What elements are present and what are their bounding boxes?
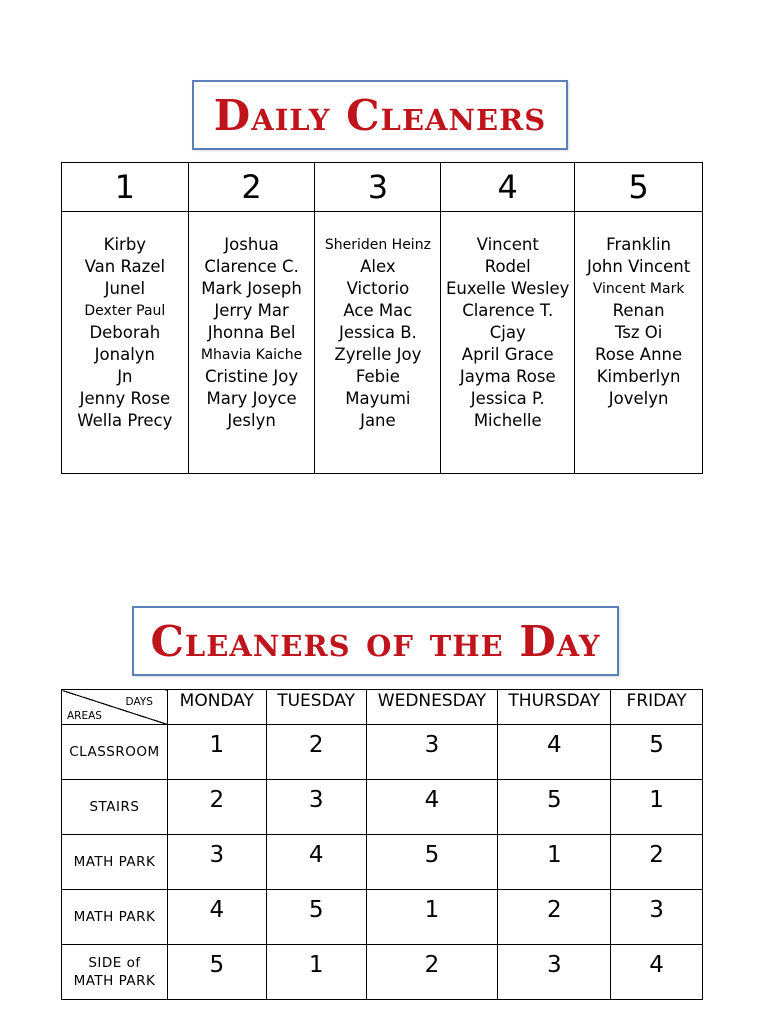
member-name: Cjay <box>489 323 526 342</box>
group-cell: 3 <box>266 780 366 835</box>
group-cell: 1 <box>498 835 611 890</box>
group-cell: 2 <box>498 890 611 945</box>
member-name: Euxelle Wesley <box>446 279 570 298</box>
day-header-thursday: THURSDAY <box>498 690 611 725</box>
member-name: Kimberlyn <box>596 367 681 386</box>
group-number: 5 <box>575 163 703 212</box>
group-cell: 1 <box>611 780 703 835</box>
group-cell: 5 <box>366 835 498 890</box>
group-cell: 4 <box>366 780 498 835</box>
member-name: Michelle <box>473 411 542 430</box>
member-name: Jessica P. <box>470 389 545 408</box>
member-name: Rodel <box>484 257 531 276</box>
member-name: Jerry Mar <box>214 301 289 320</box>
member-name: Jane <box>360 411 396 430</box>
table-row <box>62 890 703 945</box>
group-members-3 <box>315 212 441 474</box>
group-members-2 <box>188 212 315 474</box>
group-members-1 <box>62 212 189 474</box>
day-header-wednesday: WEDNESDAY <box>366 690 498 725</box>
group-number: 2 <box>188 163 315 212</box>
group-cell: 5 <box>167 945 266 1000</box>
member-name: Clarence C. <box>204 257 299 276</box>
member-name: Alex <box>360 257 396 276</box>
group-cell: 2 <box>366 945 498 1000</box>
corner-areas-label: AREAS <box>67 710 102 722</box>
member-name: Mhavia Kaiche <box>200 347 303 363</box>
group-cell: 3 <box>366 725 498 780</box>
daily-cleaners-table <box>61 162 703 474</box>
group-members-4 <box>441 212 575 474</box>
group-number: 3 <box>315 163 441 212</box>
daily-cleaners-title: Daily Cleaners <box>192 80 568 150</box>
member-name: Jayma Rose <box>459 367 556 386</box>
member-name: Vincent <box>476 235 539 254</box>
member-name: Vincent Mark <box>592 281 685 297</box>
group-number: 1 <box>62 163 189 212</box>
member-name: Sheriden Heinz <box>324 237 431 253</box>
member-name: Jessica B. <box>338 323 417 342</box>
member-name: Wella Precy <box>77 411 173 430</box>
table-row <box>62 725 703 780</box>
member-name: Mark Joseph <box>201 279 302 298</box>
member-name: Cristine Joy <box>205 367 299 386</box>
member-name: Junel <box>104 279 146 298</box>
area-label: MATH PARK <box>62 835 168 890</box>
member-name: Mary Joyce <box>206 389 297 408</box>
group-cell: 5 <box>611 725 703 780</box>
member-name: Kirby <box>103 235 147 254</box>
group-cell: 4 <box>498 725 611 780</box>
area-label: CLASSROOM <box>62 725 168 780</box>
table-row <box>62 945 703 1000</box>
member-name: April Grace <box>461 345 554 364</box>
member-name: Clarence T. <box>462 301 554 320</box>
member-name: Jenny Rose <box>79 389 171 408</box>
group-cell: 2 <box>266 725 366 780</box>
member-name: Jovelyn <box>608 389 669 408</box>
member-name: Deborah <box>89 323 161 342</box>
group-number: 4 <box>441 163 575 212</box>
member-name: Jeslyn <box>227 411 276 430</box>
table-row <box>62 780 703 835</box>
area-label: STAIRS <box>62 780 168 835</box>
day-header-friday: FRIDAY <box>611 690 703 725</box>
table-row <box>62 835 703 890</box>
member-name: Dexter Paul <box>84 303 166 319</box>
member-name: Mayumi <box>345 389 411 408</box>
member-name: Ace Mac <box>343 301 413 320</box>
member-name: Van Razel <box>84 257 166 276</box>
member-name: Victorio <box>346 279 410 298</box>
corner-header <box>62 690 168 725</box>
group-cell: 1 <box>366 890 498 945</box>
area-label: SIDE of MATH PARK <box>62 945 168 1000</box>
group-cell: 5 <box>266 890 366 945</box>
member-name: Zyrelle Joy <box>334 345 422 364</box>
corner-days-label: DAYS <box>125 696 153 708</box>
day-header-monday: MONDAY <box>167 690 266 725</box>
group-cell: 2 <box>167 780 266 835</box>
member-name: Jonalyn <box>94 345 156 364</box>
member-name: Jhonna Bel <box>207 323 296 342</box>
group-cell: 4 <box>167 890 266 945</box>
member-name: Renan <box>612 301 665 320</box>
member-name: Tsz Oi <box>614 323 663 342</box>
group-cell: 1 <box>167 725 266 780</box>
member-name: Franklin <box>606 235 671 254</box>
day-header-tuesday: TUESDAY <box>266 690 366 725</box>
member-name: Febie <box>355 367 400 386</box>
group-cell: 3 <box>167 835 266 890</box>
cleaners-of-the-day-title: Cleaners of the Day <box>132 606 619 676</box>
group-cell: 3 <box>611 890 703 945</box>
group-cell: 2 <box>611 835 703 890</box>
group-cell: 1 <box>266 945 366 1000</box>
member-name: John Vincent <box>586 257 691 276</box>
group-members-5 <box>575 212 703 474</box>
member-name: Rose Anne <box>595 345 683 364</box>
member-name: Jn <box>117 367 133 386</box>
group-cell: 5 <box>498 780 611 835</box>
group-cell: 4 <box>611 945 703 1000</box>
group-cell: 4 <box>266 835 366 890</box>
member-name: Joshua <box>224 235 279 254</box>
group-cell: 3 <box>498 945 611 1000</box>
area-label: MATH PARK <box>62 890 168 945</box>
schedule-table <box>61 689 703 1000</box>
